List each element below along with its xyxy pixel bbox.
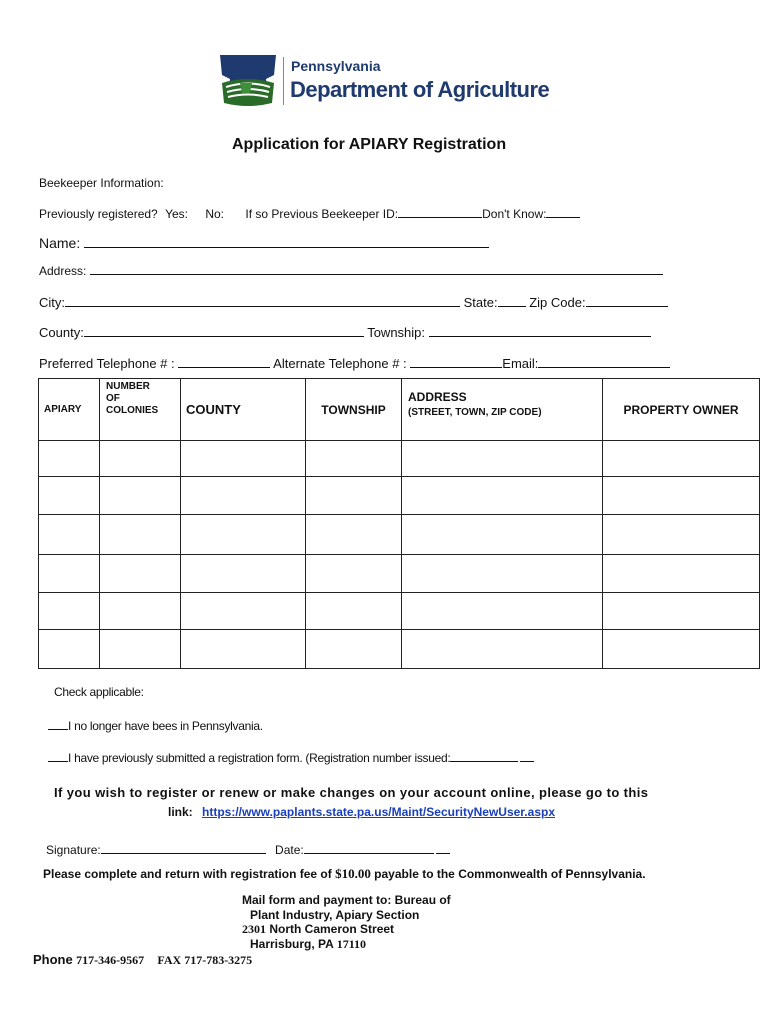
dont-know-label: Don't Know: xyxy=(482,207,547,221)
link-label: link: xyxy=(168,805,193,819)
prev-id-field[interactable] xyxy=(398,204,482,218)
no-label: No: xyxy=(205,207,225,221)
yes-label: Yes: xyxy=(165,207,188,221)
col-address xyxy=(402,379,603,441)
pref-phone-label: Preferred Telephone # : xyxy=(39,356,175,371)
zip-field[interactable] xyxy=(586,293,668,307)
mail-line4: Harrisburg, PA xyxy=(250,936,334,951)
fax-number: FAX 717-783-3275 xyxy=(157,953,253,967)
col-colonies-line1: NUMBER xyxy=(106,381,150,392)
registration-link[interactable]: https://www.paplants.state.pa.us/Maint/SecurityNewUser.aspx xyxy=(202,805,555,819)
address-field[interactable] xyxy=(90,261,663,275)
col-apiary-label: APIARY xyxy=(44,404,82,415)
option1-checkline[interactable] xyxy=(48,716,68,730)
phone-label: Phone xyxy=(33,952,73,967)
apiary-table xyxy=(38,378,760,669)
city-label: City: xyxy=(39,295,65,310)
table-row[interactable] xyxy=(39,630,760,669)
fee-amount: $10.00 xyxy=(335,866,371,881)
option2-checkline[interactable] xyxy=(48,748,68,762)
keystone-icon xyxy=(218,53,278,109)
col-property-owner-label: PROPERTY OWNER xyxy=(623,402,739,417)
page-title: Application for APIARY Registration xyxy=(232,136,507,153)
logo-line2: Department of Agriculture xyxy=(290,77,550,102)
beekeeper-info-label: Beekeeper Information: xyxy=(39,176,164,190)
pref-phone-field[interactable] xyxy=(178,354,270,368)
table-row[interactable] xyxy=(39,555,760,593)
alt-phone-field[interactable] xyxy=(410,354,502,368)
check-applicable-label: Check applicable: xyxy=(54,685,144,699)
name-field[interactable] xyxy=(84,234,489,248)
mail-street-number: 2301 xyxy=(242,922,266,936)
fee-notice-b: payable to the Commonwealth of Pennsylvania. xyxy=(374,867,646,881)
township-field[interactable] xyxy=(429,323,651,337)
state-label: State: xyxy=(463,295,498,310)
table-row[interactable] xyxy=(39,593,760,630)
email-field[interactable] xyxy=(538,354,670,368)
fee-notice-a: Please complete and return with registration fee of xyxy=(43,867,332,881)
city-field[interactable] xyxy=(65,293,460,307)
col-colonies-line3: COLONIES xyxy=(106,405,159,416)
col-township-label: TOWNSHIP xyxy=(321,402,386,417)
mail-line1: Mail form and payment to: Bureau of xyxy=(242,893,451,907)
prev-id-label: If so Previous Beekeeper ID: xyxy=(245,207,399,221)
township-label: Township: xyxy=(367,325,426,340)
dont-know-field[interactable] xyxy=(546,204,580,218)
col-county xyxy=(181,379,306,441)
table-row[interactable] xyxy=(39,515,760,555)
registration-number-field[interactable] xyxy=(450,748,518,762)
pa-agriculture-logo xyxy=(218,53,278,109)
col-colonies-line2: OF xyxy=(106,393,120,404)
table-row[interactable] xyxy=(39,441,760,477)
date-label: Date: xyxy=(275,843,304,857)
col-apiary xyxy=(39,379,100,441)
state-field[interactable] xyxy=(498,293,526,307)
prev-registered-label: Previously registered? xyxy=(39,207,158,221)
date-field-tail xyxy=(436,840,450,854)
mail-line3: North Cameron Street xyxy=(269,922,395,936)
col-county-label: COUNTY xyxy=(186,402,241,417)
email-label: Email: xyxy=(502,356,539,371)
logo-divider xyxy=(283,57,284,105)
option1-label: I no longer have bees in Pennsylvania. xyxy=(68,719,263,733)
col-number-of-colonies xyxy=(100,379,181,441)
logo-line1: Pennsylvania xyxy=(291,58,381,74)
col-township xyxy=(306,379,402,441)
table-row[interactable] xyxy=(39,477,760,515)
name-label: Name: xyxy=(39,235,81,251)
address-label: Address: xyxy=(39,264,87,278)
mail-zip: 17110 xyxy=(336,936,367,951)
alt-phone-label: Alternate Telephone # : xyxy=(273,356,407,371)
phone-number: 717-346-9567 xyxy=(76,953,145,967)
signature-field[interactable] xyxy=(101,840,266,854)
mail-line2: Plant Industry, Apiary Section xyxy=(250,907,420,922)
col-property-owner xyxy=(603,379,760,441)
col-address-label: ADDRESS xyxy=(408,390,467,404)
county-field[interactable] xyxy=(84,323,364,337)
registration-number-tail xyxy=(520,748,534,762)
col-address-sub: (STREET, TOWN, ZIP CODE) xyxy=(408,407,542,418)
county-label: County: xyxy=(39,325,84,340)
online-notice: If you wish to register or renew or make changes on your account online, please go to this xyxy=(54,785,649,800)
signature-label: Signature: xyxy=(46,843,101,857)
zip-label: Zip Code: xyxy=(529,295,586,310)
option2-label: I have previously submitted a registration form. (Registration number issued: xyxy=(68,751,451,765)
date-field[interactable] xyxy=(304,840,434,854)
